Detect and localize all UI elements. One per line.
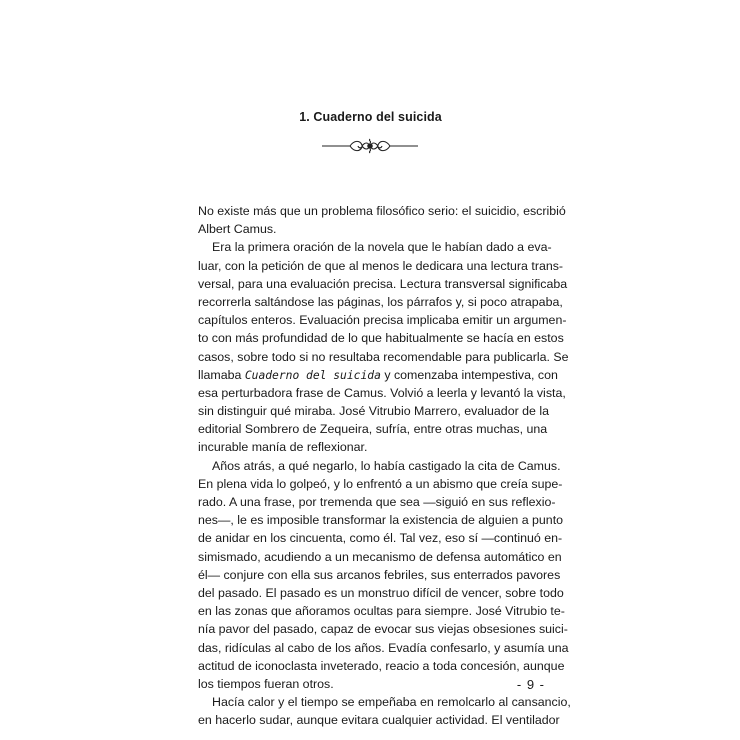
text-line: él— conjure con ella sus arcanos febriles, sus enterrados pavores	[198, 567, 561, 582]
text-line: sin distinguir qué miraba. José Vitrubio Marrero, evaluador de la	[198, 404, 550, 419]
text-line: luar, con la petición de que al menos le dedicara una lectura trans-	[198, 258, 564, 273]
ornament-divider-icon	[320, 136, 420, 156]
page-number: - 9 -	[516, 677, 545, 692]
text-line: simismado, acudiendo a un mecanismo de defensa automático en	[198, 549, 562, 564]
text-line: No existe más que un problema filosófico serio: el suicidio, escribió	[198, 204, 566, 218]
text-line: actitud de iconoclasta inveterado, reacio a toda concesión, aunque	[198, 658, 565, 673]
text-line: nes—, le es imposible transformar la existencia de alguien a punto	[198, 513, 564, 528]
text-segment: llamaba	[198, 367, 245, 382]
text-line: Albert Camus.	[198, 222, 277, 237]
text-line: Años atrás, a qué negarlo, lo había castigado la cita de Camus.	[212, 458, 561, 473]
text-line: de anidar en los cincuenta, como él. Tal vez, eso sí —continuó en-	[198, 531, 563, 546]
text-line: recorrerla saltándose las páginas, los párrafos y, si poco atrapaba,	[198, 294, 563, 309]
text-line: rado. A una frase, por tremenda que sea —siguió en sus reflexio-	[198, 495, 556, 509]
text-line: capítulos enteros. Evaluación precisa implicaba emitir un argumen-	[198, 313, 567, 328]
text-line: casos, sobre todo si no resultaba recomendable para publicarla. Se	[198, 349, 569, 364]
text-line: Era la primera oración de la novela que le habían dado a eva-	[212, 240, 552, 255]
text-line: versal, para una evaluación precisa. Lectura transversal significaba	[198, 276, 568, 291]
body-text	[198, 202, 571, 729]
text-line: editorial Sombrero de Zequeira, sufría, entre otras muchas, una	[198, 422, 548, 437]
text-line	[198, 366, 558, 384]
text-line: to con más profundidad de lo que habitualmente se hacía en estos	[198, 331, 564, 346]
text-line: nía pavor del pasado, capaz de evocar sus viejas obsesiones suici-	[198, 622, 568, 637]
text-line: esa perturbadora frase de Camus. Volvió a leerla y levantó la vista,	[198, 385, 566, 400]
text-line: los tiempos fueran otros.	[198, 676, 334, 691]
chapter-title: 1. Cuaderno del suicida	[299, 110, 442, 124]
book-title-mention: Cuaderno del suicida	[244, 368, 381, 382]
text-line: das, ridículas al cabo de los años. Evadía confesarlo, y asumía una	[198, 640, 569, 655]
text-line: En plena vida lo golpeó, y lo enfrentó a un abismo que creía supe-	[198, 476, 563, 491]
text-line: Hacía calor y el tiempo se empeñaba en remolcarlo al cansancio,	[212, 695, 571, 710]
text-line: incurable manía de reflexionar.	[198, 440, 368, 455]
text-line: en las zonas que añoramos ocultas para siempre. José Vitrubio te-	[198, 604, 565, 619]
text-line: en hacerlo sudar, aunque evitara cualquier actividad. El ventilador	[198, 713, 560, 728]
text-line: del pasado. El pasado es un monstruo difícil de vencer, sobre todo	[198, 585, 564, 600]
text-segment: y comenzaba intempestiva, con	[380, 367, 558, 382]
